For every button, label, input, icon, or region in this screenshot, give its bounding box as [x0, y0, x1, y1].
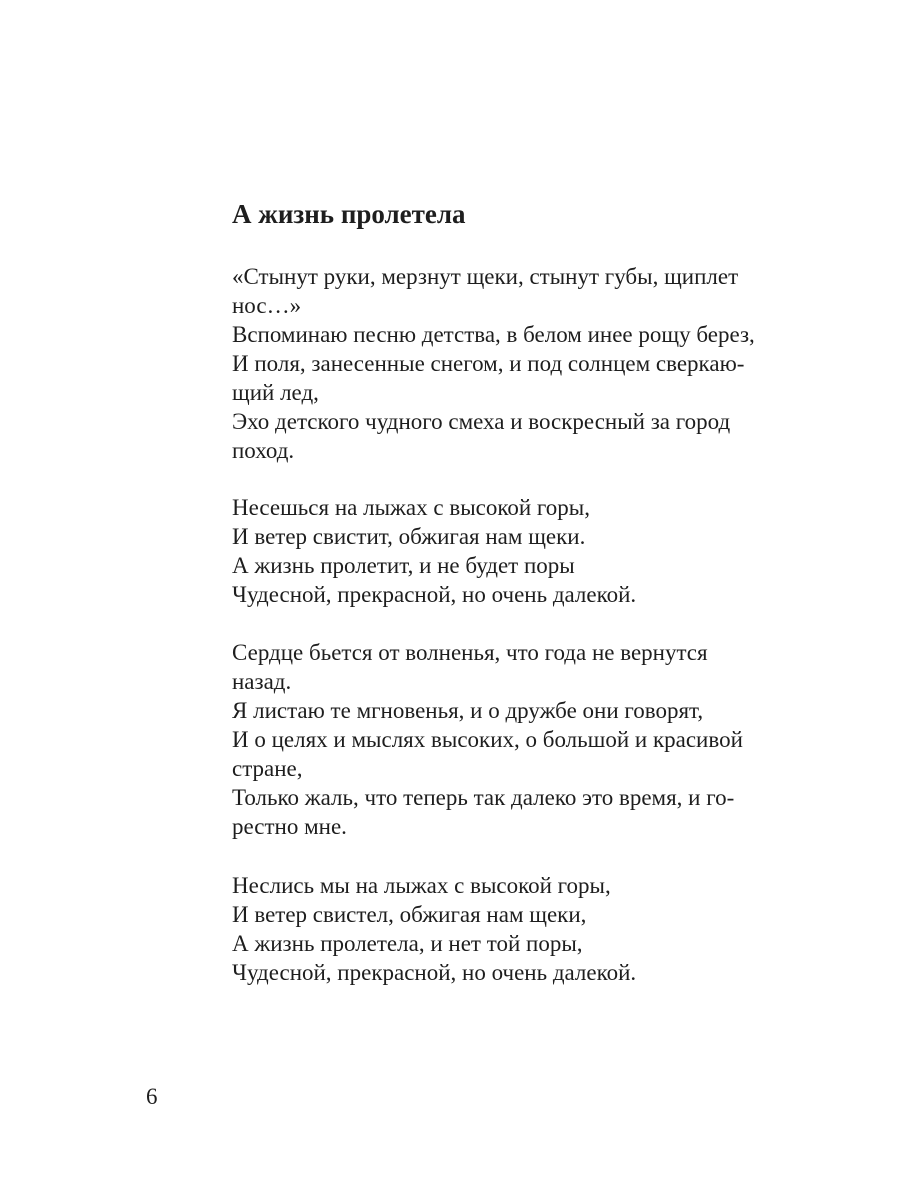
poem-line: Чудесной, прекрасной, но очень далекой. [232, 960, 637, 985]
poem-line: Только жаль, что теперь так далеко это время, и го- [232, 785, 735, 810]
poem-line: Эхо детского чудного смеха и воскресный за город [232, 409, 731, 434]
poem-line: нос…» [232, 293, 302, 318]
poem-line: И ветер свистел, обжигая нам щеки, [232, 902, 587, 927]
poem-line: Несешься на лыжах с высокой горы, [232, 495, 590, 520]
poem-line: И ветер свистит, обжигая нам щеки. [232, 524, 586, 549]
poem-line: поход. [232, 438, 295, 463]
poem-line: И поля, занесенные снегом, и под солнцем сверкаю- [232, 351, 745, 376]
poem-line: А жизнь пролетит, и не будет поры [232, 553, 575, 578]
poem-line: стране, [232, 756, 303, 781]
poem-line: Сердце бьется от волненья, что года не вернутся [232, 640, 708, 665]
poem-line: щий лед, [232, 380, 319, 405]
poem-line: Я листаю те мгновенья, и о дружбе они говорят, [232, 698, 704, 723]
poem-line: Вспоминаю песню детства, в белом инее рощу берез, [232, 322, 755, 347]
poem-title: А жизнь пролетела [232, 199, 466, 229]
poem-line: «Стынут руки, мерзнут щеки, стынут губы, щиплет [232, 264, 739, 289]
stanza-1 [232, 262, 755, 465]
poem-line: назад. [232, 669, 292, 694]
poem-line: Неслись мы на лыжах с высокой горы, [232, 873, 611, 898]
poem-line: Чудесной, прекрасной, но очень далекой. [232, 582, 637, 607]
poem-line: А жизнь пролетела, и нет той поры, [232, 931, 583, 956]
stanza-2 [232, 493, 636, 609]
page-number: 6 [146, 1084, 158, 1109]
poem-line: рестно мне. [232, 814, 347, 839]
stanza-3 [232, 638, 743, 841]
stanza-4 [232, 871, 636, 987]
poem-line: И о целях и мыслях высоких, о большой и красивой [232, 727, 743, 752]
